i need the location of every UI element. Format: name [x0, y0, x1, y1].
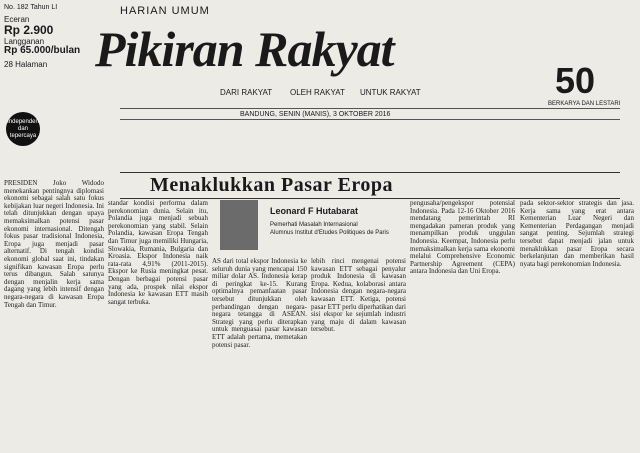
tagline-1: DARI RAKYAT [220, 88, 273, 97]
tagline-2: OLEH RAKYAT [290, 88, 345, 97]
column-4-text: lebih rinci mengenai potensi kawasan ETT sebagai penyalur produk Indonesia di kawasan Eropa. Kedua, kolaborasi antara Indonesia dengan negara-negara kawasan ETT. Ketiga, potensi pasar ETT perlu diperhatikan dari sisi ekspor ke sejumlah industri yang maju di dalam kawasan tersebut. [311, 258, 406, 334]
tagline-3: UNTUK RAKYAT [360, 88, 421, 97]
headline-top-rule [120, 172, 620, 173]
anniversary-logo: 50 [555, 60, 596, 101]
column-2-text: standar kondisi performa dalam perekonomian dunia. Selain itu, Polandia juga menjadi sebuah perekonomian yang stabil. Selain Polandia, kawasan Eropa Tengah dan Timur juga memiliki Hungaria, Slowakia, Rumania, Bulgaria dan Kroasia. Ekspor Indonesia naik rata-rata 4,91% (2011-2015). Ekspor ke Rusia meningkat pesat. Dengan berbagai potensi pasar yang ada, prospek nilai ekspor Indonesia ke kawasan ETT masih sangat terbuka. [108, 200, 208, 306]
article-headline: Menaklukkan Pasar Eropa [150, 174, 394, 196]
author-name: Leonard F Hutabarat [270, 206, 359, 216]
retail-price: Rp 2.900 [4, 23, 54, 37]
dateline: BANDUNG, SENIN (MANIS), 3 OKTOBER 2016 [120, 108, 620, 120]
column-5-text: pengusaha/pengekspor potensial Indonesia. Pada 12-16 Oktober 2016 mendatang pemerintah RI mengadakan pameran produk yang menampilkan produk unggulan Indonesia. Keempat, Indonesia perlu memaksimalkan kerja sama ekonomi melalui Comprehensive Economic Partnership Agreement (CEPA) antara Indonesia dan Uni Eropa. [410, 200, 515, 276]
newspaper-name: Pikiran Rakyat [95, 21, 394, 77]
headline-bottom-rule [120, 198, 620, 199]
article-column-2 [108, 200, 208, 450]
column-6-text: pada sektor-sektor strategis dan jasa. Kerja sama yang erat antara Kementerian Luar Negeri dan Kementerian Perdagangan menjadi sangat penting. Sejumlah strategi tersebut dapat menjadi jalan untuk menaklukkan pasar Eropa secara berkelanjutan dan memberikan hasil nyata bagi perekonomian Indonesia. [520, 200, 634, 268]
column-1-text: PRESIDEN Joko Widodo menekankan pentingnya diplomasi ekonomi sebagai salah satu fokus kebijakan luar negeri Indonesia. Ini telah ditunjukkan dengan upaya memaksimalkan potensi pasar ekonomi internasional. Ditengah fokus pasar tradisional Indonesia, Eropa juga menjadi pasar alternatif. Di tengah kondisi ekonomi global saat ini, tindakan signifikan kawasan Eropa perlu terus dibangun. Salah satunya dengan menjalin kerja sama dagang yang lebih intensif dengan negara-negara di kawasan Eropa Tengah dan Timur. [4, 180, 104, 309]
newspaper-type: HARIAN UMUM [120, 5, 210, 17]
column-3-text: AS dari total ekspor Indonesia ke seluruh dunia yang mencapai 150 miliar dolar AS. Indonesia kerap di peringkat ke-15. Kurang optimalnya pemanfaatan pasar tersebut ditunjukkan oleh perbandingan dengan negara-negara tetangga di ASEAN. Strategi yang perlu diterapkan untuk menguasai pasar kawasan ETT adalah pertama, memetakan potensi pasar. [212, 258, 307, 349]
author-role-2: Alumnus Institut d'Etudes Politiques de Paris [270, 230, 389, 236]
subscription-label: Langganan [4, 37, 45, 46]
article-column-6 [520, 200, 634, 450]
independent-badge [6, 112, 40, 146]
issue-number: No. 182 Tahun LI [4, 4, 58, 11]
anniversary-subtitle: BERKARYA DAN LESTARI [548, 101, 621, 107]
subscription-price: Rp 65.000/bulan [4, 45, 81, 56]
author-photo [220, 200, 258, 250]
badge-text: Independen dan tepercaya [7, 118, 39, 139]
article-column-3 [212, 258, 307, 450]
page-count: 28 Halaman [4, 60, 48, 69]
retail-label: Eceran [4, 15, 30, 24]
article-column-5 [410, 200, 515, 450]
author-role-1: Pemerhati Masalah Internasional [270, 222, 358, 228]
article-column-1 [4, 180, 104, 450]
article-column-4 [311, 258, 406, 450]
